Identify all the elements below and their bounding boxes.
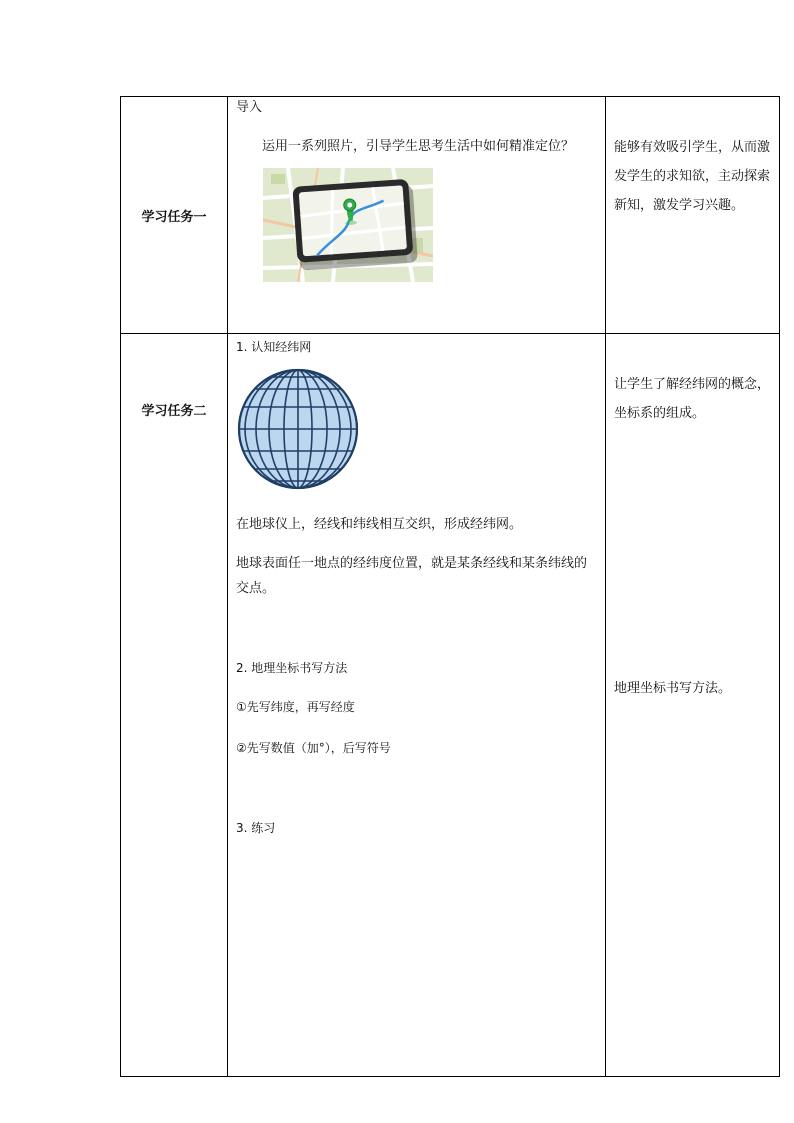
task2-note2: 地理坐标书写方法。 — [614, 681, 732, 696]
item1-title: 1. 认知经纬网 — [236, 340, 312, 354]
task1-row — [121, 97, 780, 334]
task2-note-cell — [606, 334, 780, 1077]
task1-content — [228, 97, 606, 334]
task2-row — [121, 334, 780, 1077]
item3-title: 3. 练习 — [236, 821, 276, 835]
task1-note-cell — [606, 97, 780, 334]
globe-image — [236, 367, 360, 491]
globe-para2: 地球表面任一地点的经纬度位置，就是某条经线和某条纬线的交点。 — [236, 556, 588, 596]
rule2: ②先写数值（加°），后写符号 — [236, 741, 391, 755]
task1-text: 运用一系列照片，引导学生思考生活中如何精准定位？ — [262, 139, 575, 154]
task1-note: 能够有效吸引学生，从而激发学生的求知欲，主动探索新知，激发学习兴趣。 — [614, 140, 771, 213]
item2-title: 2. 地理坐标书写方法 — [236, 661, 348, 675]
task1-label: 学习任务一 — [121, 97, 228, 334]
globe-para1: 在地球仪上，经线和纬线相互交织，形成经纬网。 — [236, 517, 523, 532]
phone-map-icon — [263, 168, 433, 282]
globe-grid-icon — [236, 367, 360, 491]
task2-note1: 让学生了解经纬网的概念，坐标系的组成。 — [614, 377, 771, 421]
task2-label: 学习任务二 — [121, 334, 228, 1077]
task1-heading: 导入 — [236, 100, 263, 115]
phone-map-image — [263, 168, 433, 282]
lesson-table — [120, 96, 780, 1077]
rule1: ①先写纬度，再写经度 — [236, 700, 355, 714]
task2-content — [228, 334, 606, 1077]
